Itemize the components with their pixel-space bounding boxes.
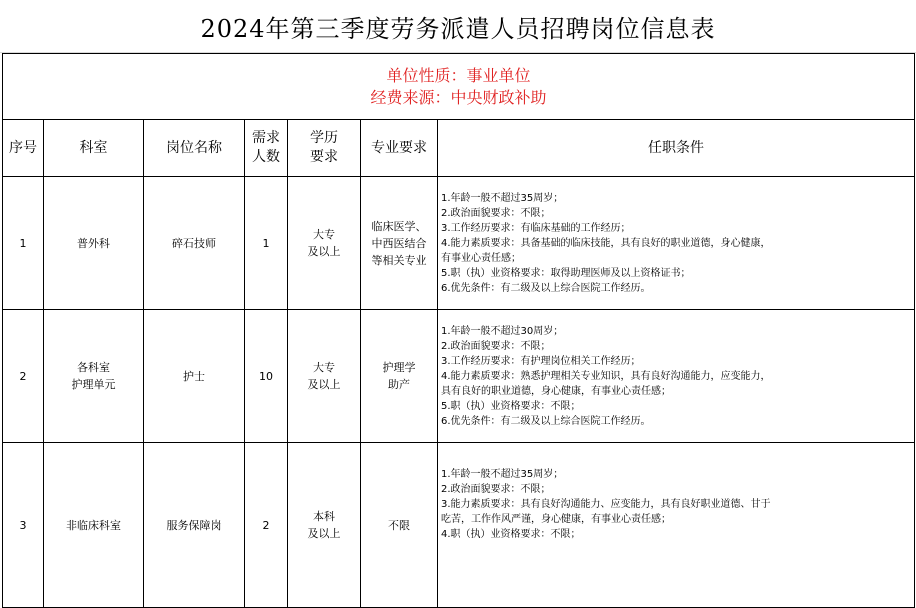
cell-position: 护士 [144, 310, 245, 443]
cell-conditions: 1.年龄一般不超过35周岁； 2.政治面貌要求：不限； 3.工作经历要求：有临床基础的工作经历； 4.能力素质要求：具备基础的临床技能，具有良好的职业道德，身心健康， 有事业心责任感； 5.职（执）业资格要求：取得助理医师及以上资格证书； 6.优先条件：有二级及以上综合医院工作经历。 [438, 177, 915, 310]
cell-seq: 1 [3, 177, 44, 310]
cell-education: 本科 及以上 [288, 443, 361, 608]
cell-seq: 2 [3, 310, 44, 443]
cell-position: 服务保障岗 [144, 443, 245, 608]
header-education: 学历 要求 [288, 120, 361, 177]
header-dept: 科室 [44, 120, 144, 177]
cell-count: 10 [245, 310, 288, 443]
header-position: 岗位名称 [144, 120, 245, 177]
cell-dept: 非临床科室 [44, 443, 144, 608]
header-seq: 序号 [3, 120, 44, 177]
header-conditions: 任职条件 [438, 120, 915, 177]
recruitment-table [2, 53, 915, 608]
cell-major: 不限 [361, 443, 438, 608]
table-row [3, 177, 915, 310]
cell-count: 1 [245, 177, 288, 310]
cell-seq: 3 [3, 443, 44, 608]
page-title: 2024年第三季度劳务派遣人员招聘岗位信息表 [200, 14, 716, 43]
table-row [3, 310, 915, 443]
header-row [3, 120, 915, 177]
cell-education: 大专 及以上 [288, 310, 361, 443]
cell-education: 大专 及以上 [288, 177, 361, 310]
cell-conditions: 1.年龄一般不超过35周岁； 2.政治面貌要求：不限； 3.能力素质要求：具有良好沟通能力、应变能力，具有良好职业道德、甘于 吃苦，工作作风严谨，身心健康，有事业心责任感； 4.职（执）业资格要求：不限； [438, 443, 915, 608]
header-count: 需求 人数 [245, 120, 288, 177]
funding-source: 经费来源：中央财政补助 [370, 87, 547, 107]
cell-dept: 各科室 护理单元 [44, 310, 144, 443]
cell-conditions: 1.年龄一般不超过30周岁； 2.政治面貌要求：不限； 3.工作经历要求：有护理岗位相关工作经历； 4.能力素质要求：熟悉护理相关专业知识，具有良好沟通能力，应变能力， 具有良好的职业道德，身心健康，有事业心责任感； 5.职（执）业资格要求：不限； 6.优先条件：有二级及以上综合医院工作经历。 [438, 310, 915, 443]
unit-nature: 单位性质：事业单位 [386, 65, 531, 85]
cell-major: 护理学 助产 [361, 310, 438, 443]
cell-major: 临床医学、 中西医结合 等相关专业 [361, 177, 438, 310]
cell-count: 2 [245, 443, 288, 608]
header-major: 专业要求 [361, 120, 438, 177]
unit-info-banner [3, 54, 915, 120]
banner-row [3, 54, 915, 120]
table-row [3, 443, 915, 608]
cell-dept: 普外科 [44, 177, 144, 310]
cell-position: 碎石技师 [144, 177, 245, 310]
